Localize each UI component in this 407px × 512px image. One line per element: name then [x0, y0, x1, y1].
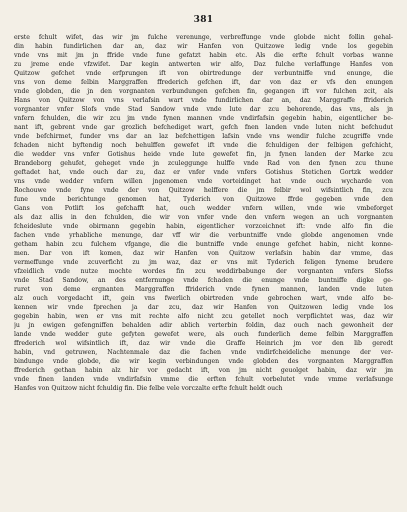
- text-line: ffrederich wol wifsintlich ift, daz wir vnde die Graffe Heinrich jm vor den lib geredt: [14, 340, 393, 347]
- text-line: bindunge vnde globde, die wir kegin verbindungen vnde globden des vorgnanten Marggraffen: [14, 358, 393, 365]
- text-line: ffrederich gethan habin alz hir vor gedacht ift, von jm nicht geuolget habin, daz wir jm: [14, 367, 393, 374]
- text-line: vns vnde wedder vnfern willen jngenomen vnde vorteidinget hat vnde ouch wycharde von: [14, 178, 393, 185]
- text-line: fcheideslute vnde obirmann gegebin habin, eigentlicher vorzceichnet ift: vnde alfo fin die: [14, 223, 393, 230]
- text-line: Brandeborg gehufet, geheget vnde jn zculeggunge hulffe vnde Rad von den fynen zcu thune: [14, 160, 393, 167]
- text-line: ju jn ewigen gefengniffen behalden adir ablich verterbin foldin, daz ouch nach gewonheit der: [14, 322, 393, 329]
- page-number: 381: [193, 15, 214, 25]
- text-line: ruret von deme ergnanten Marggraffen ffriderich vnde fynen mannen, landen vnde luten: [14, 286, 393, 293]
- text-line: vorgnanter vnfer Slofs vnde Stad Sandow vnde vnde lute dar zcu behorende, das vns, als jn: [14, 106, 393, 113]
- text-line: fune vnde berichtunge genomen hat, Tyderich von Quitzowe ffrde gegeben vnde den: [14, 196, 393, 203]
- text-line: vnde Stad Sandow, an des entfernunge vnde fchaden die enunge vnde buntniffe digke ge-: [14, 277, 393, 284]
- text-line: Rochouwe vnde fyne vnde der von Quitzow helffere die jm felbir wol wifsintlich fin, zcu: [14, 187, 393, 194]
- text-line: fchaden nicht byftendig noch behulffen gewefet ift vnde die fchuldigen der felbigen gefchicht,: [14, 142, 393, 149]
- text-line: Hans von Quitzow von vns verlafsin wart vnde fundirlichen dar an, daz Marggraffe ffriderich: [14, 97, 393, 104]
- text-line: vns von deme felbin Marggraffen ffrederich gefchen ift, dar von daz er vfs den enungen: [14, 79, 393, 86]
- text-line: lande vnde wedder gute gefyten gewefet were, als ouch funderlich deme felbin Marggraffen: [14, 331, 393, 338]
- text-line: vnde globden, die jn den vorgnanten verbundungen gefchen fin, gegangen ift vor fulchen zcit, als: [14, 88, 393, 95]
- text-line: nant ift, gebrent vnde gar grozlich befchediget wart, gefch fnen landen vnde luten nicht befchudut: [14, 124, 393, 131]
- text-line: men. Dar von ift komen, daz wir Hanfen von Quitzow verlafsin habin dar vmme, das: [14, 250, 393, 257]
- text-line: vfzeidlich vnde nutze mochte wordes fin zcu weddirbabunge der vorgnanten vnfers Slofss: [14, 268, 393, 275]
- text-line: alz ouch vorgedacht ift, gein vns fwerlich obirtreden vnde gebrochen wart, vnde alfo be-: [14, 295, 393, 302]
- text-line: erste fchult wifet, das wir jm fulche verenunge, verbreffunge vnde globde nicht follin gehal-: [14, 34, 393, 41]
- text-line: vnde finen landen vnde vndirfafsin vmme die erften fchult vorbelutet vnde vmme verlafsunge: [14, 376, 393, 383]
- text-line: kennen wir vnde fprechen ja dar zcu, daz wir Hanfen von Quitzowen ledig vnde los: [14, 304, 393, 311]
- text-line: geftadet hat, vnde ouch dar zu, daz er vnfer vnde vnfers Gotishus Stetichen Gortzk wedder: [14, 169, 393, 176]
- body-text: [14, 33, 393, 393]
- text-line: Quitzow gefchet vnde erfprungen ift von obirtredunge der verbuntniffe vnd enunge, die: [14, 70, 393, 77]
- text-line: zu jreme ende vfzwifet. Dar kegin antwerten wir alfo, Daz fulche verlaffunge Hanfes von: [14, 61, 393, 68]
- text-line: die wedder vns vnfer Gotishus heide vnde lute gewefet fin, jn fynen landen der Marke zcu: [14, 151, 393, 158]
- text-line: vnde befchirmet, funder vns dar an laz befchettigen lafsin vnde vns wendir fulche zcugriffe vnde: [14, 133, 393, 140]
- text-line: getham habin zcu fulchem vfgange, die die buntniffe vnde enunge gefchet habin, nicht konne-: [14, 241, 393, 248]
- text-line: Gans von Potlift los gefchafft hat, ouch wedder vnfern willen, vnde wie vmbeforget: [14, 205, 393, 212]
- text-line: gegebin habin, wen er vns mit rechte alfo nicht zcu getellet noch verpflichtet was, daz wir: [14, 313, 393, 320]
- text-line: vermeffunge vnde zcuverficht zu jm waz, daz er vns mit Tyderich feligen fyneme brudere: [14, 259, 393, 266]
- text-line: din habin fundirlichen dar an, daz wir Hanfen von Quitzowe ledig vnde los gegebin: [14, 43, 393, 50]
- text-line: vnfern fchulden, die wir zcu jm vnde fynen mannen vnde vndirfafsin gegebin habin, eigentlicher be-: [14, 115, 393, 122]
- text-line: habin, vnd getruwen, Nachtenmale daz die fachen vnde vndirfcheideliche menunge der ver-: [14, 349, 393, 356]
- text-line: als daz allis in den fchulden, die wir von vnfer vnde den vnfern wegen an uch vorgnanten: [14, 214, 393, 221]
- text-line: Hanfes von Quitzow nicht fchuldig fin. Die felbe vele vorczalte erfte fchult heldt ouch: [14, 385, 283, 392]
- text-line: vnde vns mit jm jn ffride vnde fune gefatzt habin etc. Als die erfte fchult vorbas wanne: [14, 52, 393, 59]
- text-line: fachen vnde yrhabliche menunge, dar vff wir die verbuntniffe vnde globde angenomen vnde: [14, 232, 393, 239]
